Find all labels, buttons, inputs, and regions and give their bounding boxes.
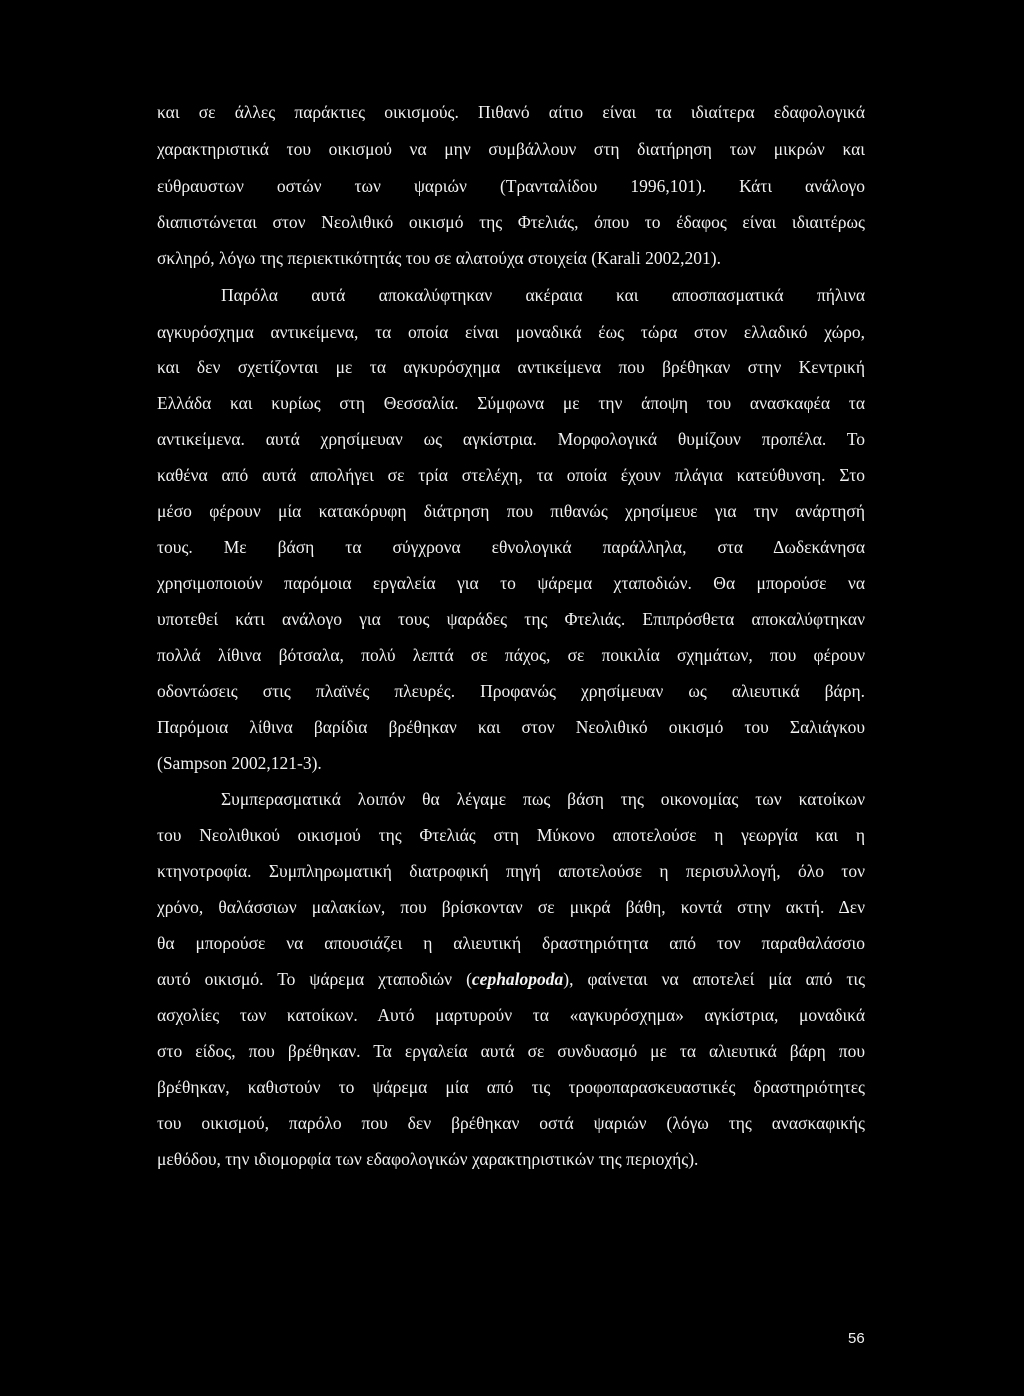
text-segment: αυτό οικισμό. Το ψάρεμα χταποδιών: [157, 969, 467, 989]
text-line: ασχολίες των κατοίκων. Αυτό μαρτυρούν τα «αγκυρόσχημα» αγκίστρια, μοναδικά: [157, 1005, 865, 1025]
text-line: υποτεθεί κάτι ανάλογο για τους ψαράδες της Φτελιάς. Επιπρόσθετα αποκαλύφτηκαν: [157, 609, 865, 629]
text-line: χαρακτηριστικά του οικισμού να μην συμβάλλουν στη διατήρηση των μικρών και: [157, 139, 865, 159]
text-line: μεθόδου, την ιδιομορφία των εδαφολογικών χαρακτηριστικών της περιοχής).: [157, 1149, 699, 1169]
scientific-term: cephalopoda: [471, 969, 564, 989]
text-line: Συμπερασματικά λοιπόν θα λέγαμε πως βάση της οικονομίας των κατοίκων: [221, 789, 865, 809]
text-segment: ), φαίνεται να αποτελεί μία από τις: [563, 969, 865, 989]
text-line: εύθραυστων οστών των ψαριών (Τρανταλίδου 1996,101). Κάτι ανάλογο: [157, 176, 865, 196]
text-segment: (: [466, 969, 472, 989]
text-line: χρόνο, θαλάσσιων μαλακίων, που βρίσκονταν σε μικρά βάθη, κοντά στην ακτή. Δεν: [157, 897, 865, 917]
text-line: μέσο φέρουν μία κατακόρυφη διάτρηση που πιθανώς χρησίμευε για την ανάρτησή: [157, 501, 865, 521]
text-line: πολλά λίθινα βότσαλα, πολύ λεπτά σε πάχος, σε ποικιλία σχημάτων, που φέρουν: [157, 645, 865, 665]
text-line: σκληρό, λόγω της περιεκτικότητάς του σε αλατούχα στοιχεία (Karali 2002,201).: [157, 248, 721, 268]
text-line: του οικισμού, παρόλο που δεν βρέθηκαν οστά ψαριών (λόγω της ανασκαφικής: [157, 1113, 865, 1133]
text-line: Παρόμοια λίθινα βαρίδια βρέθηκαν και στον Νεολιθικό οικισμό του Σαλιάγκου: [157, 717, 865, 737]
text-line: χρησιμοποιούν παρόμοια εργαλεία για το ψάρεμα χταποδιών. Θα μπορούσε να: [157, 573, 865, 593]
text-line: [157, 967, 865, 991]
text-line: καθένα από αυτά απολήγει σε τρία στελέχη, τα οποία έχουν πλάγια κατεύθυνση. Στο: [157, 465, 865, 485]
text-line: κτηνοτροφία. Συμπληρωματική διατροφική πηγή αποτελούσε η περισυλλογή, όλο τον: [157, 861, 865, 881]
text-line: βρέθηκαν, καθιστούν το ψάρεμα μία από τις τροφοπαρασκευαστικές δραστηριότητες: [157, 1077, 865, 1097]
text-line: Ελλάδα και κυρίως στη Θεσσαλία. Σύμφωνα με την άποψη του ανασκαφέα τα: [157, 393, 865, 413]
text-line: τους. Με βάση τα σύγχρονα εθνολογικά παράλληλα, στα Δωδεκάνησα: [157, 537, 865, 557]
text-line: οδοντώσεις στις πλαϊνές πλευρές. Προφανώς χρησίμευαν ως αλιευτικά βάρη.: [157, 681, 865, 701]
text-line: και δεν σχετίζονται με τα αγκυρόσχημα αντικείμενα που βρέθηκαν στην Κεντρική: [157, 357, 865, 377]
text-line: αντικείμενα. αυτά χρησίμευαν ως αγκίστρια. Μορφολογικά θυμίζουν προπέλα. Το: [157, 429, 865, 449]
text-line: διαπιστώνεται στον Νεολιθικό οικισμό της Φτελιάς, όπου το έδαφος είναι ιδιαιτέρως: [157, 212, 865, 232]
text-line: στο είδος, που βρέθηκαν. Τα εργαλεία αυτά σε συνδυασμό με τα αλιευτικά βάρη που: [157, 1041, 865, 1061]
text-line: Παρόλα αυτά αποκαλύφτηκαν ακέραια και αποσπασματικά πήλινα: [221, 285, 865, 305]
page-number: 56: [848, 1330, 865, 1347]
text-line: αγκυρόσχημα αντικείμενα, τα οποία είναι μοναδικά έως τώρα στον ελλαδικό χώρο,: [157, 322, 865, 342]
text-line: του Νεολιθικού οικισμού της Φτελιάς στη Μύκονο αποτελούσε η γεωργία και η: [157, 825, 865, 845]
text-line: και σε άλλες παράκτιες οικισμούς. Πιθανό αίτιο είναι τα ιδιαίτερα εδαφολογικά: [157, 102, 865, 122]
text-line: (Sampson 2002,121-3).: [157, 753, 322, 773]
text-line: θα μπορούσε να απουσιάζει η αλιευτική δραστηριότητα από τον παραθαλάσσιο: [157, 933, 865, 953]
